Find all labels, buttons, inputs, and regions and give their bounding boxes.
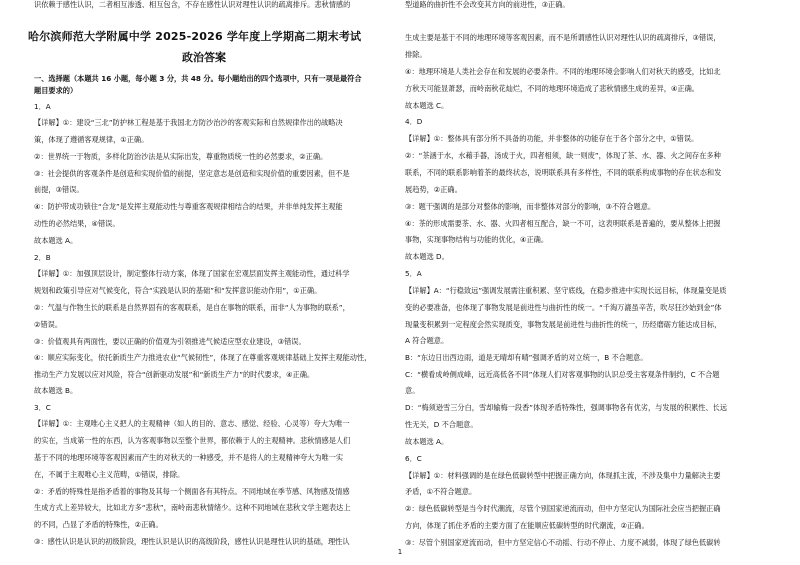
text-line: ④：顺应实际变化，依托新质生产力推进农业“气候韧性”，体现了在尊重客观规律基础上发挥主观能动性， xyxy=(34,353,372,362)
text-line: 3．C xyxy=(34,403,51,412)
text-line: 识依赖于感性认识，二者相互渗透、相互包含，不存在感性认识对理性认识的疏离排斥。悲秋情感的 xyxy=(34,0,351,9)
text-line: 故本题选 A。 xyxy=(34,236,78,245)
text-line: 策，体现了遵循客观规律，①正确。 xyxy=(34,135,149,144)
doc-title: 哈尔滨师范大学附属中学 2025-2026 学年度上学期高二期末考试 xyxy=(28,30,362,43)
text-line: ②：绿色低碳转型是当今时代潮流，尽管个别国家逆流而动，但中方坚定认为国际社会应当把握正确 xyxy=(405,504,721,513)
text-line: 排除。 xyxy=(405,50,427,59)
text-line: 一、选择题（本题共 16 小题，每小题 3 分，共 48 分。每小题给出的四个选项中，只有一项是最符合 xyxy=(34,74,362,83)
text-line: 【详解】①：建设“三北”防护林工程是基于我国北方防沙治沙的客观实际和自然规律作出的战略决 xyxy=(34,118,343,127)
text-line: 【详解】A：“行稳致远”强调发展需注重积累、坚守底线，在稳步推进中实现长远目标，体现量变是质 xyxy=(405,286,727,295)
text-line: 在，不属于主观唯心主义范畴，①错误，排除。 xyxy=(34,470,185,479)
text-line: 前提，③错误。 xyxy=(34,185,84,194)
text-line: 故本题选 B。 xyxy=(34,386,78,395)
text-line: 【详解】①：加强顶层设计，制定整体行动方案，体现了国家在宏观层面发挥主观能动性，通过科学 xyxy=(34,269,350,278)
text-line: 【详解】①：材料强调的是在绿色低碳转型中把握正确方向，体现抓主流，不涉及集中力量解决主要 xyxy=(405,471,721,480)
text-line: 【详解】①：主观唯心主义把人的主观精神（如人的目的、意志、感觉、经验、心灵等）夸大为唯一 xyxy=(34,419,350,428)
text-line: ③：社会提供的客观条件是创造和实现价值的前提，坚定意志是创造和实现价值的重要因素，但不是 xyxy=(34,169,350,178)
text-line: 联系，不同的联系影响着茶的最终状态，说明联系具有多样性，不同的联系构成事物的存在状态和发 xyxy=(405,168,722,177)
text-line: 4．D xyxy=(405,117,423,126)
doc-subtitle: 政治答案 xyxy=(182,51,226,64)
text-line: ③：价值观具有两面性，要以正确的价值观为引领推进气候适应型农业建设，③错误。 xyxy=(34,337,306,346)
text-line: ②：世界统一于物质，多样化防治沙法是从实际出发，尊重物质统一性的必然要求，②正确。 xyxy=(34,152,328,161)
text-line: 事物，实现事物结构与功能的优化，④正确。 xyxy=(405,235,549,244)
text-line: D：“梅须逊雪三分白，雪却输梅一段香”体现矛盾特殊性，强调事物各有优劣，与发展的积累性、长远 xyxy=(405,403,728,412)
text-line: ②错误。 xyxy=(34,320,63,329)
text-line: ②：“茶涵于水，水藉手器，汤成于火，四者相须，缺一则废”，体现了茶、水、器、火之间存在多种 xyxy=(405,151,721,160)
text-line: 展趋势，②正确。 xyxy=(405,185,462,194)
text-line: 故本题选 A。 xyxy=(405,437,449,446)
text-line: ④：地理环境是人类社会存在和发展的必要条件。不同的地理环境会影响人们对秋天的感受，比如北 xyxy=(405,67,721,76)
text-line: 矛盾，①不符合题意。 xyxy=(405,487,477,496)
text-line: 的不同，凸显了矛盾的特殊性，②正确。 xyxy=(34,520,163,529)
page-number: 1 xyxy=(397,548,403,556)
text-line: 意。 xyxy=(405,386,420,395)
text-line: 规划和政策引导应对气候变化，符合“实践是认识的基础”和“发挥意识能动作用”，①正确。 xyxy=(34,286,322,295)
text-line: 型道路的曲折性不会改变其方向的前进性，③正确。 xyxy=(405,0,570,9)
text-line: 2．B xyxy=(34,253,51,262)
text-line: 方向，体现了抓住矛盾的主要方面了在能顺应低碳转型的时代潮流，②正确。 xyxy=(405,521,649,530)
text-line: ②：气温与作物生长的联系是自然界固有的客观联系，是自在事物的联系，而非“人为事物的联系”， xyxy=(34,303,350,312)
text-line: B：“东边日出西边雨，道是无晴却有晴”强调矛盾的对立统一，B 不合题意。 xyxy=(405,353,648,362)
text-line: 基于不同的地理环境等客观因素而产生的对秋天的一种感受，并不是将人的主观精神夸大为唯一实 xyxy=(34,453,344,462)
text-line: C：“横看成岭侧成峰，远近高低各不同”体现人们对客观事物的认识总受主客观条件制约，C 不合题 xyxy=(405,370,720,379)
text-line: 5．A xyxy=(405,269,422,278)
text-line: 生成主要是基于不同的地理环境等客观因素，而不是所谓感性认识对理性认识的疏离排斥，③错误， xyxy=(405,33,721,42)
text-line: 故本题选 D。 xyxy=(405,252,449,261)
text-line: 现量变积累到一定程度会然实现质变，事物发展是前进性与曲折性的统一，历经磨砺方能达成目标， xyxy=(405,320,722,329)
text-line: 1．A xyxy=(34,102,51,111)
text-line: ③：题干强调的是部分对整体的影响，而非整体对部分的影响，③不符合题意。 xyxy=(405,202,656,211)
text-line: 性无关，D 不合题意。 xyxy=(405,420,478,429)
text-line: 6．C xyxy=(405,454,422,463)
text-line: ④：防护带成功锁住“合龙”是发挥主观能动性与尊重客观规律相结合的结果，并非单纯发挥主观能 xyxy=(34,202,343,211)
text-line: 方秋天可能显萧瑟，而岭南秋花灿烂，不同的地理环境造成了悲秋情感生成的差异，④正确。 xyxy=(405,84,699,93)
text-line: A 符合题意。 xyxy=(405,336,449,345)
text-line: ④：茶的形成需要茶、水、器、火四者相互配合，缺一不可，这表明联系是普遍的，要从整体上把握 xyxy=(405,219,721,228)
text-line: 变的必要准备，也体现了事物发展是前进性与曲折性的统一。“千淘万漉虽辛苦，吹尽狂沙始到金”体 xyxy=(405,303,722,312)
text-line: ③：尽管个别国家逆流而动，但中方坚定信心不动摇、行动不停止、力度不减弱，体现了绿色低碳转 xyxy=(405,538,721,547)
text-line: 故本题选 C。 xyxy=(405,101,449,110)
text-line: ②：矛盾的特殊性是指矛盾着的事物及其每一个侧面各有其特点。不同地域在季节感、风物感及情感 xyxy=(34,487,350,496)
text-line: 生成方式上差异较大，比如北方多“悲秋”，南岭南悲秋情绪少。这种不同地域在悲秋文学主题表达上 xyxy=(34,503,351,512)
text-line: 【详解】①：整体具有部分所不具备的功能，并非整体的功能存在于各个部分之中，①错误。 xyxy=(405,134,699,143)
text-line: 的实在，当成第一性的东西，认为客观事物以至整个世界，都依赖于人的主观精神。悲秋情感是人们 xyxy=(34,436,351,445)
text-line: 题目要求的） xyxy=(34,86,78,95)
text-line: 推动生产力发展以应对风险，符合“创新驱动发展”和“新质生产力”的时代要求，④正确。 xyxy=(34,370,315,379)
text-line: ③：感性认识是认识的初级阶段，理性认识是认识的高级阶段，感性认识是理性认识的基础，理性认 xyxy=(34,537,350,546)
text-line: 动性的必然结果，④错误。 xyxy=(34,219,120,228)
